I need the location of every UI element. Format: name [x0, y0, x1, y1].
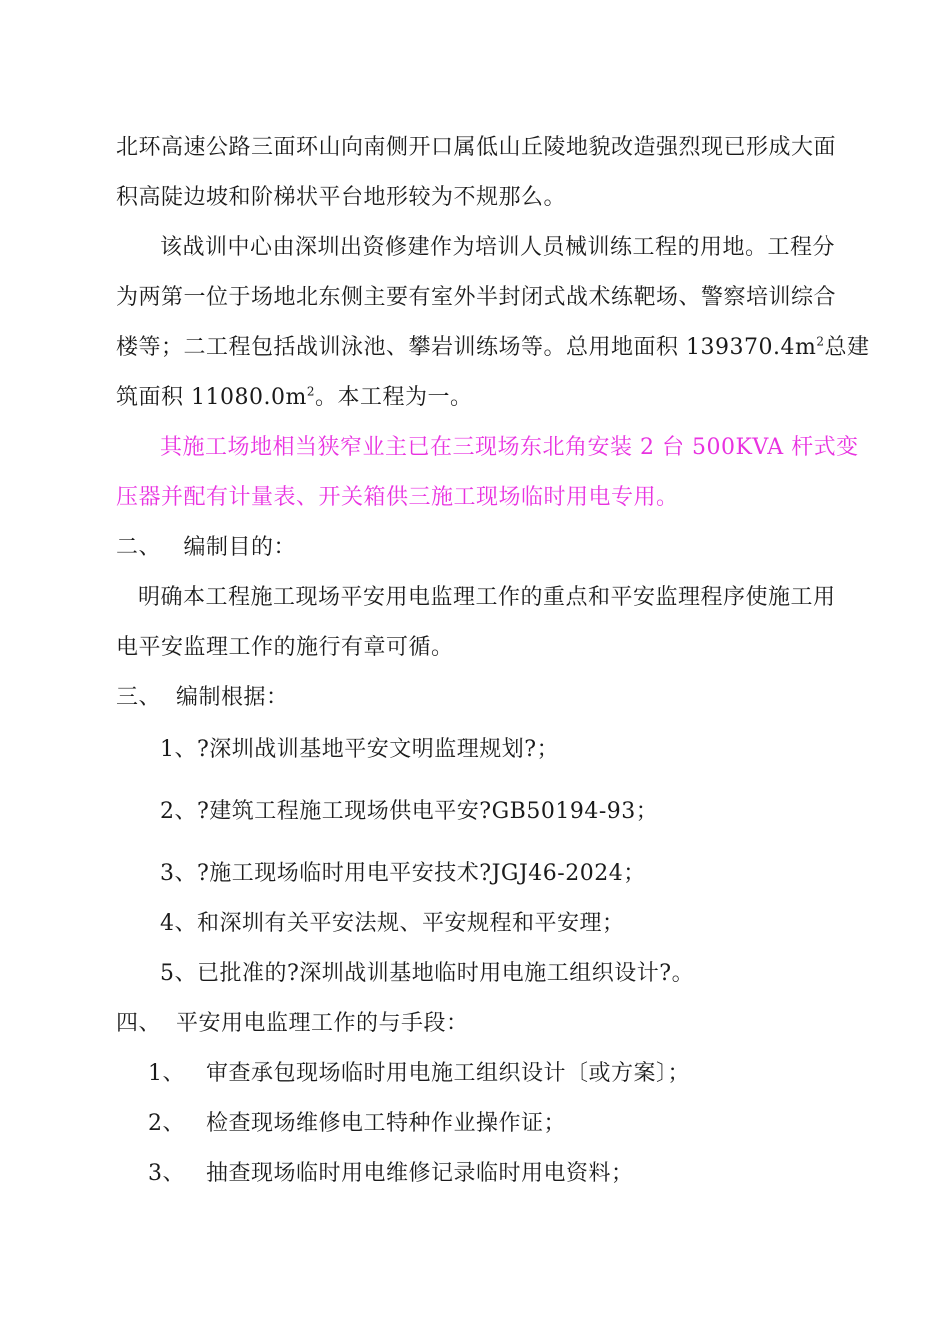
superscript-2: 2 [306, 384, 315, 399]
section-3-item: 1、?深圳战训基地平安文明监理规划?； [160, 737, 560, 762]
section-3-item: 3、?施工现场临时用电平安技术?JGJ46-2024； [160, 861, 646, 886]
p1-line-2: 积高陡边坡和阶梯状平台地形较为不规那么。 [116, 185, 567, 210]
section-3-item: 5、已批准的?深圳战训基地临时用电施工组织设计?。 [160, 961, 695, 986]
section-4-item-number: 1、 [148, 1061, 185, 1086]
p2-line-1: 该战训中心由深圳出资修建作为培训人员械训练工程的用地。工程分 [160, 235, 836, 260]
section-2-body-line-2: 电平安监理工作的施行有章可循。 [116, 635, 454, 660]
section-2-body-line-1: 明确本工程施工现场平安用电监理工作的重点和平安监理程序使施工用 [138, 585, 836, 610]
p2-line-4-text-b: 。本工程为一。 [314, 385, 473, 410]
p2-line-3-text-b: 总建 [824, 335, 870, 360]
superscript-2: 2 [816, 334, 825, 349]
section-3-heading: 三、 编制根据： [116, 685, 289, 710]
section-3-item: 2、?建筑工程施工现场供电平安?GB50194-93； [160, 799, 659, 824]
p3-line-1: 其施工场地相当狭窄业主已在三现场东北角安装 2 台 500KVA 杆式变 [160, 435, 859, 460]
section-3-item: 4、和深圳有关平安法规、平安规程和平安理； [160, 911, 625, 936]
section-4-item-text: 检查现场维修电工特种作业操作证； [206, 1111, 567, 1136]
p2-line-2: 为两第一位于场地北东侧主要有室外半封闭式战术练靶场、警察培训综合 [116, 285, 837, 310]
p2-line-3 [116, 333, 870, 363]
p2-line-4-text-a: 筑面积 11080.0m [116, 385, 307, 410]
p2-line-3-text-a: 楼等；二工程包括战训泳池、攀岩训练场等。总用地面积 139370.4m [116, 335, 817, 360]
section-4-item-number: 2、 [148, 1111, 185, 1136]
section-2-heading: 二、 编制目的： [116, 535, 296, 560]
section-4-heading: 四、 平安用电监理工作的与手段： [116, 1011, 469, 1036]
p3-line-2: 压器并配有计量表、开关箱供三施工现场临时用电专用。 [116, 485, 679, 510]
p1-line-1: 北环高速公路三面环山向南侧开口属低山丘陵地貌改造强烈现已形成大面 [116, 135, 837, 160]
section-4-item-text: 抽查现场临时用电维修记录临时用电资料； [206, 1161, 634, 1186]
section-4-item-text: 审查承包现场临时用电施工组织设计〔或方案〕； [206, 1061, 691, 1086]
p2-line-4 [116, 383, 473, 413]
section-4-item-number: 3、 [148, 1161, 185, 1186]
